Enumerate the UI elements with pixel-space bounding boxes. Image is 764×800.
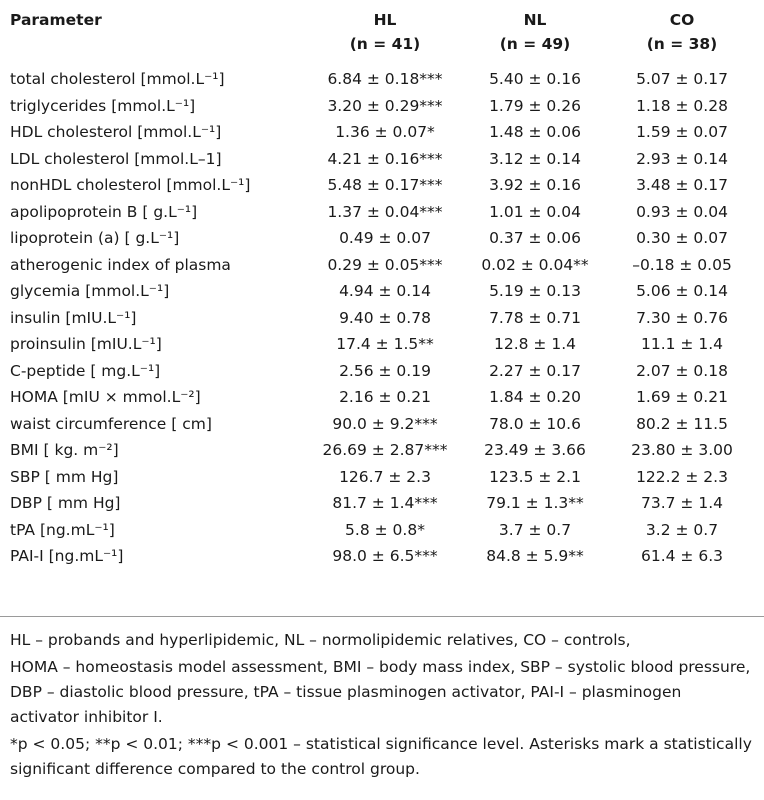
cell-parameter: lipoprotein (a) [ g.L⁻¹] xyxy=(10,229,180,248)
cell-co: 61.4 ± 6.3 xyxy=(640,547,723,566)
footnote-abbreviations-parameters: HOMA – homeostasis model assessment, BMI – body mass index, SBP – systolic blood pressure, DBP – diastolic blood pressure, tPA – tissue plasminogen activator, PAI-I – plasminogen activator inhibitor I. xyxy=(10,658,751,726)
table-header xyxy=(10,8,754,66)
cell-co: 1.69 ± 0.21 xyxy=(636,388,728,407)
cell-co: 1.59 ± 0.07 xyxy=(636,123,728,142)
table-row xyxy=(10,172,754,199)
cell-nl: 78.0 ± 10.6 xyxy=(489,414,581,433)
cell-nl: 1.01 ± 0.04 xyxy=(489,202,581,221)
cell-nl: 2.27 ± 0.17 xyxy=(489,361,581,380)
table-row xyxy=(10,543,754,570)
table-row xyxy=(10,252,754,279)
cell-nl: 3.12 ± 0.14 xyxy=(489,149,581,168)
cell-hl: 5.48 ± 0.17*** xyxy=(327,176,443,195)
cell-hl: 2.16 ± 0.21 xyxy=(339,388,431,407)
cell-nl: 23.49 ± 3.66 xyxy=(484,441,586,460)
cell-hl: 0.29 ± 0.05*** xyxy=(327,255,443,274)
table-row xyxy=(10,331,754,358)
cell-hl: 1.37 ± 0.04*** xyxy=(327,202,443,221)
header-hl-n: (n = 41) xyxy=(349,35,421,53)
table-row xyxy=(10,66,754,93)
cell-nl: 123.5 ± 2.1 xyxy=(489,467,581,486)
table-row xyxy=(10,358,754,385)
cell-hl: 3.20 ± 0.29*** xyxy=(327,96,443,115)
cell-parameter: HOMA [mIU × mmol.L⁻²] xyxy=(10,388,201,407)
cell-hl: 4.94 ± 0.14 xyxy=(339,282,431,301)
table-row xyxy=(10,464,754,491)
table-footnotes xyxy=(10,628,754,784)
cell-co: 3.2 ± 0.7 xyxy=(645,520,719,539)
cell-co: 122.2 ± 2.3 xyxy=(636,467,728,486)
cell-co: 11.1 ± 1.4 xyxy=(640,335,723,354)
cell-parameter: glycemia [mmol.L⁻¹] xyxy=(10,282,170,301)
table-row xyxy=(10,490,754,517)
cell-hl: 98.0 ± 6.5*** xyxy=(332,547,438,566)
cell-nl: 5.19 ± 0.13 xyxy=(489,282,581,301)
cell-co: 3.48 ± 0.17 xyxy=(636,176,728,195)
cell-nl: 1.84 ± 0.20 xyxy=(489,388,581,407)
footnote-significance: *p < 0.05; **p < 0.01; ***p < 0.001 – statistical significance level. Asterisks mark a statistically significant difference compared to the control group. xyxy=(10,735,752,778)
header-hl xyxy=(310,8,460,66)
cell-parameter: atherogenic index of plasma xyxy=(10,255,231,274)
cell-parameter: HDL cholesterol [mmol.L⁻¹] xyxy=(10,123,222,142)
cell-co: 0.93 ± 0.04 xyxy=(636,202,728,221)
table-row xyxy=(10,278,754,305)
cell-parameter: waist circumference [ cm] xyxy=(10,414,212,433)
cell-nl: 5.40 ± 0.16 xyxy=(489,70,581,89)
header-nl xyxy=(460,8,610,66)
table-row xyxy=(10,225,754,252)
cell-nl: 0.02 ± 0.04** xyxy=(481,255,589,274)
header-nl-n: (n = 49) xyxy=(499,35,571,53)
cell-nl: 7.78 ± 0.71 xyxy=(489,308,581,327)
header-nl-name: NL xyxy=(523,11,547,29)
footnote-abbreviations-groups: HL – probands and hyperlipidemic, NL – normolipidemic relatives, CO – controls, xyxy=(10,631,631,649)
cell-hl: 1.36 ± 0.07* xyxy=(335,123,435,142)
cell-co: 80.2 ± 11.5 xyxy=(636,414,728,433)
header-hl-name: HL xyxy=(373,11,397,29)
cell-co: 0.30 ± 0.07 xyxy=(636,229,728,248)
cell-nl: 0.37 ± 0.06 xyxy=(489,229,581,248)
cell-parameter: LDL cholesterol [mmol.L–1] xyxy=(10,149,222,168)
cell-co: 5.06 ± 0.14 xyxy=(636,282,728,301)
header-co xyxy=(610,8,754,66)
cell-hl: 9.40 ± 0.78 xyxy=(339,308,431,327)
cell-nl: 3.7 ± 0.7 xyxy=(498,520,572,539)
parameters-table xyxy=(10,8,754,570)
cell-parameter: insulin [mIU.L⁻¹] xyxy=(10,308,137,327)
cell-parameter: C-peptide [ mg.L⁻¹] xyxy=(10,361,161,380)
cell-parameter: proinsulin [mIU.L⁻¹] xyxy=(10,335,162,354)
table-row xyxy=(10,437,754,464)
cell-co: 5.07 ± 0.17 xyxy=(636,70,728,89)
cell-hl: 6.84 ± 0.18*** xyxy=(327,70,443,89)
cell-hl: 2.56 ± 0.19 xyxy=(339,361,431,380)
cell-nl: 3.92 ± 0.16 xyxy=(489,176,581,195)
cell-co: 7.30 ± 0.76 xyxy=(636,308,728,327)
header-co-name: CO xyxy=(669,11,695,29)
header-parameter: Parameter xyxy=(10,11,102,29)
table-row xyxy=(10,119,754,146)
cell-parameter: tPA [ng.mL⁻¹] xyxy=(10,520,115,539)
cell-hl: 0.49 ± 0.07 xyxy=(339,229,431,248)
table-divider xyxy=(0,616,764,617)
table-row xyxy=(10,199,754,226)
cell-co: 2.93 ± 0.14 xyxy=(636,149,728,168)
table-row xyxy=(10,517,754,544)
cell-co: 23.80 ± 3.00 xyxy=(631,441,733,460)
table-row xyxy=(10,384,754,411)
cell-nl: 84.8 ± 5.9** xyxy=(486,547,584,566)
table-body xyxy=(10,66,754,570)
header-co-n: (n = 38) xyxy=(646,35,718,53)
cell-nl: 79.1 ± 1.3** xyxy=(486,494,584,513)
cell-co: 73.7 ± 1.4 xyxy=(640,494,723,513)
table-row xyxy=(10,93,754,120)
cell-hl: 81.7 ± 1.4*** xyxy=(332,494,438,513)
cell-hl: 5.8 ± 0.8* xyxy=(345,520,425,539)
table-row xyxy=(10,411,754,438)
cell-nl: 1.48 ± 0.06 xyxy=(489,123,581,142)
cell-hl: 26.69 ± 2.87*** xyxy=(322,441,448,460)
cell-parameter: apolipoprotein B [ g.L⁻¹] xyxy=(10,202,198,221)
cell-hl: 126.7 ± 2.3 xyxy=(339,467,431,486)
cell-hl: 90.0 ± 9.2*** xyxy=(332,414,438,433)
cell-parameter: SBP [ mm Hg] xyxy=(10,467,119,486)
cell-hl: 4.21 ± 0.16*** xyxy=(327,149,443,168)
cell-parameter: nonHDL cholesterol [mmol.L⁻¹] xyxy=(10,176,251,195)
cell-co: 1.18 ± 0.28 xyxy=(636,96,728,115)
header-row xyxy=(10,8,754,66)
cell-nl: 12.8 ± 1.4 xyxy=(493,335,576,354)
cell-parameter: triglycerides [mmol.L⁻¹] xyxy=(10,96,196,115)
cell-parameter: total cholesterol [mmol.L⁻¹] xyxy=(10,70,225,89)
cell-parameter: PAI-I [ng.mL⁻¹] xyxy=(10,547,124,566)
table-row xyxy=(10,146,754,173)
cell-co: –0.18 ± 0.05 xyxy=(632,255,732,274)
cell-nl: 1.79 ± 0.26 xyxy=(489,96,581,115)
cell-parameter: BMI [ kg. m⁻²] xyxy=(10,441,119,460)
table-row xyxy=(10,305,754,332)
cell-parameter: DBP [ mm Hg] xyxy=(10,494,121,513)
cell-hl: 17.4 ± 1.5** xyxy=(336,335,434,354)
cell-co: 2.07 ± 0.18 xyxy=(636,361,728,380)
